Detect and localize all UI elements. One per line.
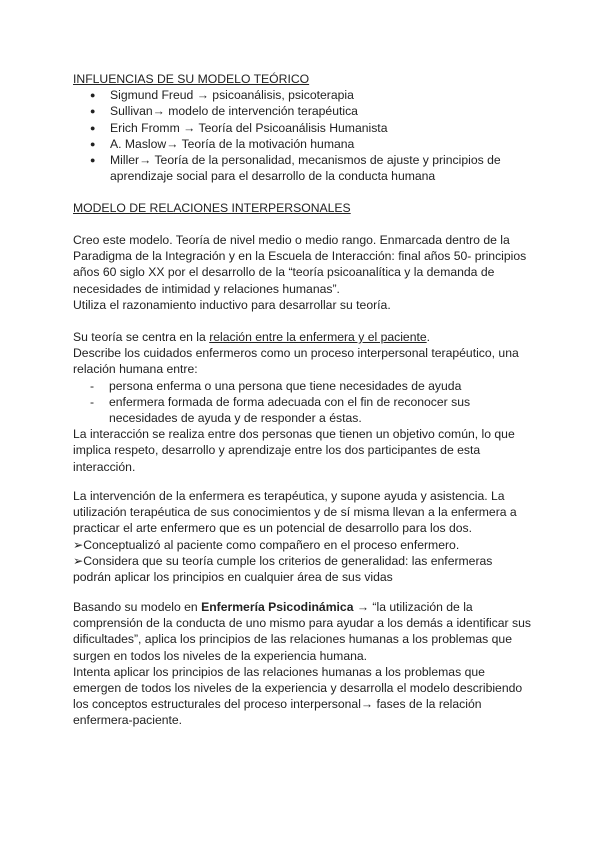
text-span: Su teoría se centra en la	[73, 330, 210, 344]
paragraph-text: La interacción se realiza entre dos personas que tienen un objetivo común, lo que implica respeto, desarrollo y aprendizaje entre los dos participantes de esta interacción.	[73, 427, 515, 474]
paragraph-4	[73, 599, 533, 729]
paragraph-text: Creo este modelo. Teoría de nivel medio o medio rango. Enmarcada dentro de la Paradigma de la Integración y en la Escuela de Interacción: final años 50- principios años 60 siglo XX por el desarrollo de la “teoría psicoanalítica y la demanda de necesidades de intimidad y relaciones humanas”.	[73, 233, 527, 296]
list-item: ● Sullivan→ modelo de intervención terapéutica	[73, 103, 533, 119]
text-span: Basando su modelo en	[73, 600, 202, 614]
paragraph-1	[73, 232, 533, 313]
list-item: ● Miller→ Teoría de la personalidad, mecanismos de ajuste y principios de aprendizaje social para el desarrollo de la conducta humana	[73, 152, 533, 184]
underlined-phrase: relación entre la enfermera y el paciente	[209, 330, 427, 344]
arrow-point: ➢Considera que su teoría cumple los criterios de generalidad: las enfermeras podrán aplicar los principios en cualquier área de sus vidas	[73, 553, 493, 585]
text-span: .	[426, 330, 431, 344]
paragraph-text: La intervención de la enfermera es terapéutica, y supone ayuda y asistencia. La utilización terapéutica de sus conocimientos y de sí misma llevan a la enfermera a practicar el arte enfermero que es un potencial de desarrollo para los dos.	[73, 489, 517, 536]
list-item: ● Erich Fromm → Teoría del Psicoanálisis Humanista	[73, 120, 533, 136]
list-item: - persona enferma o una persona que tiene necesidades de ayuda	[73, 378, 533, 394]
paragraph-text: Intenta aplicar los principios de las relaciones humanas a los problemas que emergen de todos los niveles de la experiencia y desarrolla el modelo describiendo los conceptos estructurales del proceso interpersonal→ fases de la relación enfermera-paciente.	[73, 664, 523, 728]
paragraph-text	[73, 329, 533, 345]
arrow-point: ➢Conceptualizó al paciente como compañero en el proceso enfermero.	[73, 537, 460, 552]
section-modelo	[73, 200, 533, 216]
bold-phrase: Enfermería Psicodinámica →	[201, 600, 370, 614]
section-influencias	[73, 71, 533, 184]
list-item: - enfermera formada de forma adecuada con el fin de reconocer sus necesidades de ayuda y de responder a éstas.	[73, 394, 533, 426]
paragraph-3	[73, 488, 533, 585]
influences-list	[73, 87, 533, 184]
paragraph-text	[73, 599, 533, 664]
text-span: “la utilización de la comprensión de la conducta de uno mismo para ayudar a los demás a identificar sus dificultades”, aplica los principios de las relaciones humanas a los problemas que surgen en todos los niveles de la experiencia humana.	[73, 600, 531, 663]
paragraph-text: Utiliza el razonamiento inductivo para desarrollar su teoría.	[73, 297, 391, 312]
section-title-modelo: MODELO DE RELACIONES INTERPERSONALES	[73, 201, 351, 215]
list-item: ● A. Maslow→ Teoría de la motivación humana	[73, 136, 533, 152]
relation-list	[73, 378, 533, 427]
paragraph-text: Describe los cuidados enfermeros como un proceso interpersonal terapéutico, una relación humana entre:	[73, 346, 519, 377]
list-item: ● Sigmund Freud → psicoanálisis, psicoterapia	[73, 87, 533, 103]
paragraph-2	[73, 329, 533, 475]
section-title-influencias: INFLUENCIAS DE SU MODELO TEÓRICO	[73, 72, 310, 86]
